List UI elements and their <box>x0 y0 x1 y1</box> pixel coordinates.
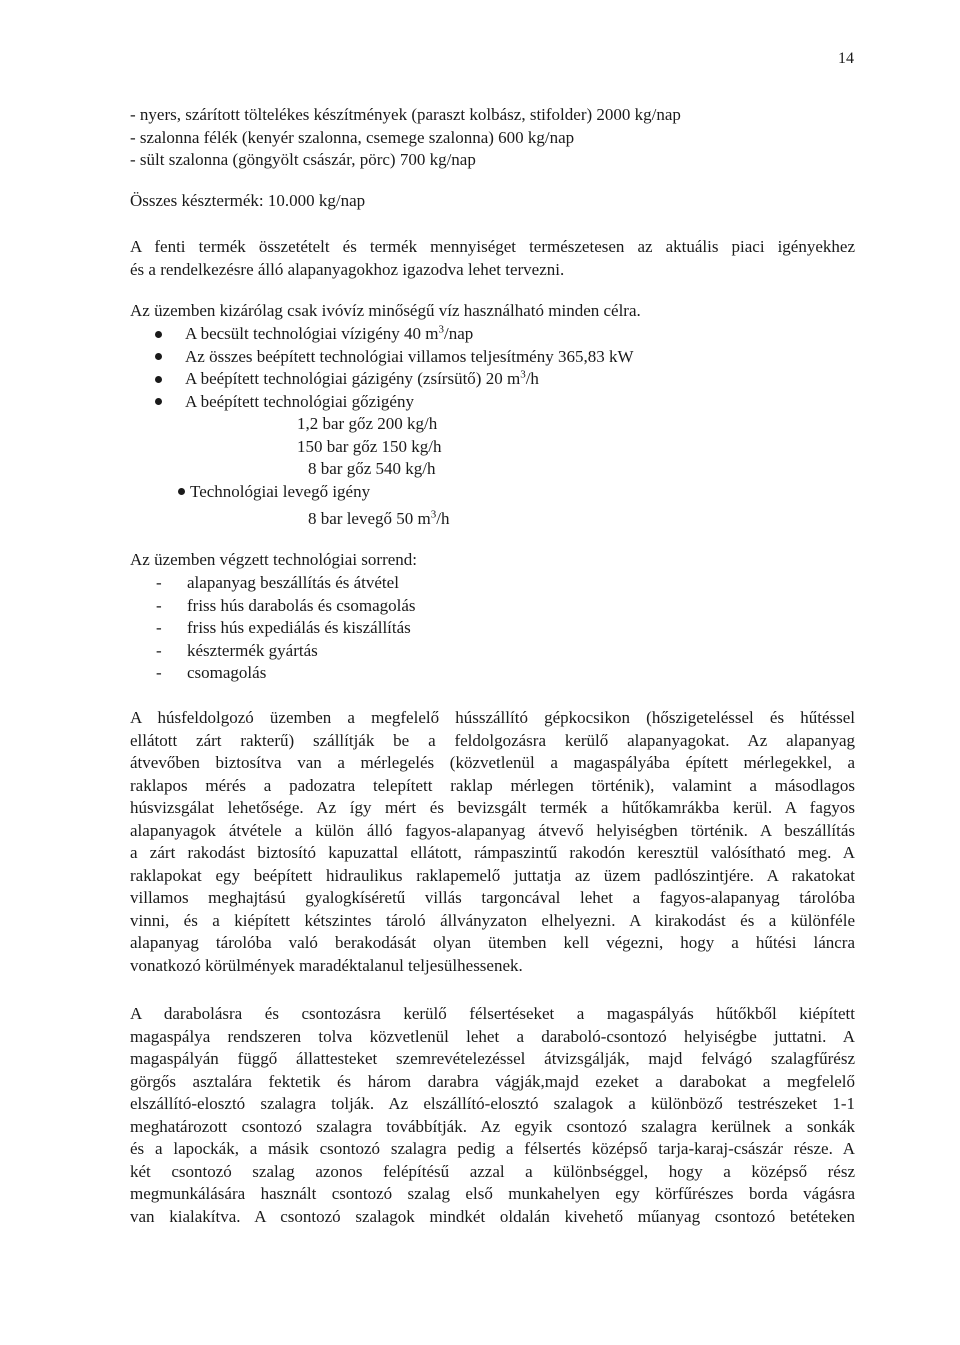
paragraph-line: ellátott zárt rakterű) szállítják be a feldolgozásra kerülő alapanyagokat. Az alapanyag <box>130 730 855 750</box>
sequence-title <box>130 549 855 572</box>
page-number: 14 <box>838 50 854 67</box>
list-item: A beépített technológiai gőzigény <box>130 391 855 414</box>
list-item: - friss hús expediálás és kiszállítás <box>156 618 411 637</box>
paragraph-line: görgős asztalára fektetik és három darabra vágják,majd ezeket a darabokat a megfelelő <box>130 1071 855 1091</box>
bullet-icon <box>155 398 162 405</box>
adjust-paragraph <box>130 236 855 281</box>
paragraph-line: alapanyagok átvétele a külön álló fagyos-alapanyag átvevő helyiségben történik. A beszállítás <box>130 820 855 840</box>
body-paragraph-1 <box>130 707 855 977</box>
list-item: - késztermék gyártás <box>156 640 318 660</box>
air-item: 8 bar levegő 50 $m^3/h$ <box>308 508 450 528</box>
list-item: Technológiai levegő igény <box>130 481 855 504</box>
steam-item: 1,2 bar gőz 200 kg/h <box>297 414 438 433</box>
paragraph-line: villamos meghajtású gyalogkíséretű villás targoncával lehet a fagyos-alapanyag tárolóba <box>130 888 855 907</box>
paragraph-line: raklapokat egy beépített hidraulikus raklapemelő juttatja az üzem padlószintjére. A rakatokat <box>130 865 855 885</box>
sequence-title-text: Az üzemben végzett technológiai sorrend: <box>130 550 417 569</box>
water-intro-text: Az üzemben kizárólag csak ivóvíz minőségű víz használható minden célra. <box>130 301 641 320</box>
water-intro <box>130 300 855 323</box>
list-item: - csomagolás <box>156 663 267 682</box>
bullet-icon <box>178 488 185 495</box>
bullet-icon <box>155 376 162 383</box>
paragraph-line: vonatkozó körülmények maradéktalanul teljesülhessenek. <box>130 955 523 975</box>
list-item: - alapanyag beszállítás és átvétel <box>156 573 399 592</box>
list-item: Az összes beépített technológiai villamos teljesítmény 365,83 kW <box>130 346 855 369</box>
paragraph-line: és a rendelkezésre álló alapanyagokhoz igazodva lehet tervezni. <box>130 259 565 279</box>
bullet-icon <box>155 353 162 360</box>
paragraph-line: két csontozó szalag azonos felépítésű azzal a különbséggel, hogy a középső rész <box>130 1161 855 1181</box>
paragraph-line: alapanyag tárolóba való berakodását olyan ütemben kell végezni, hogy a hűtési láncra <box>130 933 855 952</box>
list-item: - friss hús darabolás és csomagolás <box>156 595 416 615</box>
total-product-text: Összes késztermék: 10.000 kg/nap <box>130 191 366 210</box>
paragraph-line: vinni, és a kiépített kétszintes tároló állványzaton elhelyezni. A kirakodást és a különféle <box>130 910 855 930</box>
list-item: A becsült technológiai vízigény 40 $m^3$/nap <box>130 323 855 346</box>
list-item: - nyers, szárított töltelékes készítmények (paraszt kolbász, stifolder) 2000 kg/nap <box>130 105 681 124</box>
paragraph-line: megmunkálására használt csontozó szalag első munkahelyen egy körfűrészes borda vágásra <box>130 1184 855 1203</box>
paragraph-line: és a lapockák, a másik csontozó szalagra pedig a félsertés középső tarja-karaj-császár része. A <box>130 1139 855 1158</box>
body-paragraph-2 <box>130 1003 855 1228</box>
paragraph-line: átvevőben biztosítva van a mérlegelés (közvetlenül a magaspályába épített mérlegekkel, a <box>130 753 855 772</box>
paragraph-line: A fenti termék összetételt és termék mennyiséget természetesen az aktuális piaci igényekhez <box>130 237 855 256</box>
list-item: - sült szalonna (göngyölt császár, pörc) 700 kg/nap <box>130 150 476 169</box>
total-product <box>130 190 855 213</box>
requirements-list <box>130 323 855 531</box>
paragraph-line: magaspályán függő állattesteket szemrevételezéssel átvizsgálják, majd felvágó szalagfűrész <box>130 1049 855 1068</box>
paragraph-line: A húsfeldolgozó üzemben a megfelelő hússzállító gépkocsikon (hőszigeteléssel és hűtéssel <box>130 708 855 727</box>
paragraph-line: A darabolásra és csontozásra kerülő félsertéseket a magaspályás hűtőkből kiépített <box>130 1004 855 1023</box>
paragraph-line: húsvizsgálat lehetősége. Az így mért és bevizsgált termék a hűtőkamrákba kerül. A fagyos <box>130 798 855 817</box>
steam-item: 8 bar gőz 540 kg/h <box>308 459 436 478</box>
bullet-icon <box>155 331 162 338</box>
list-item: A beépített technológiai gázigény (zsírsütő) 20 $m^3/h$ <box>130 368 855 391</box>
paragraph-line: meghatározott csontozó szalagra továbbítják. Az egyik csontozó szalagra kerülnek a sonkák <box>130 1116 855 1136</box>
paragraph-line: magaspálya rendszeren tolva közvetlenül lehet a daraboló-csontozó helyiségbe juttatni. A <box>130 1026 855 1046</box>
list-item: - szalonna félék (kenyér szalonna, csemege szalonna) 600 kg/nap <box>130 127 575 147</box>
product-list <box>130 104 855 172</box>
paragraph-line: raklapos mérés a padozatra telepített raklap mérlegen történik), valamint a másodlagos <box>130 775 855 795</box>
steam-item: 150 bar gőz 150 kg/h <box>297 436 442 456</box>
paragraph-line: van kialakítva. A csontozó szalagok mindkét oldalán kivehető műanyag csontozó betéteken <box>130 1206 855 1226</box>
paragraph-line: elszállító-elosztó szalagra tolják. Az elszállító-elosztó szalagok a különböző testrészeket 1-1 <box>130 1094 855 1113</box>
paragraph-line: a zárt rakodást biztosító kapuzattal ellátott, rámpaszintű rakodón keresztül valósítható meg. A <box>130 843 855 862</box>
sequence-list <box>130 572 855 685</box>
